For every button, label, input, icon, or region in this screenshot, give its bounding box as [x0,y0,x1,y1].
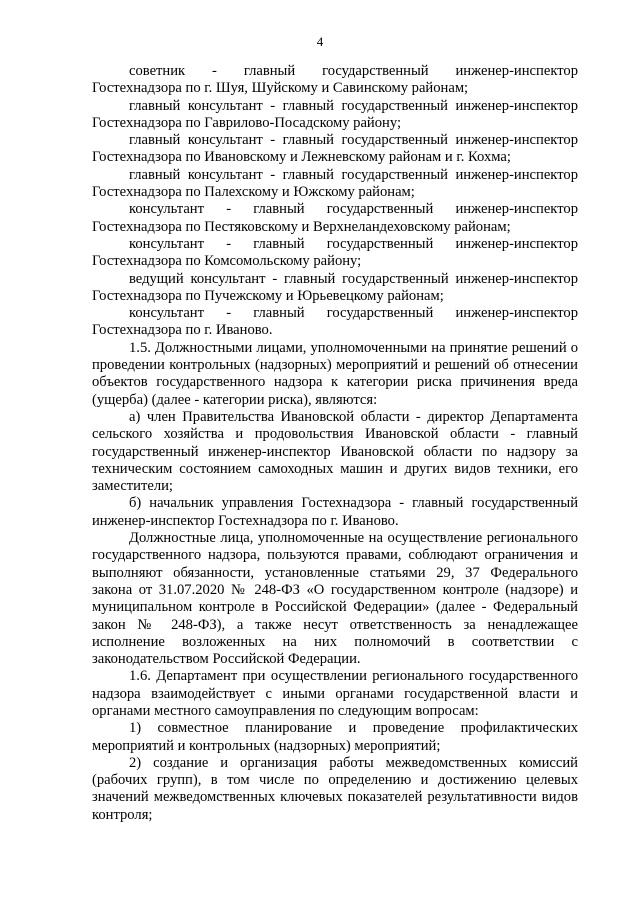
paragraph-section-1-6: 1.6. Департамент при осуществлении регионального государственного надзора взаимодействует с иными органами государственной власти и органами местного самоуправления по следующим вопросам: [92,668,578,719]
paragraph-sovetnik-shuya: советник - главный государственный инженер-инспектор Гостехнадзора по г. Шуя, Шуйскому и Савинскому районам; [92,63,578,97]
paragraph-gavrilovo-posad: главный консультант - главный государственный инженер-инспектор Гостехнадзора по Гаврилово-Посадскому району; [92,97,578,131]
paragraph-ivanovsky-lezhnevsky: главный консультант - главный государственный инженер-инспектор Гостехнадзора по Ивановскому и Лежневскому районам и г. Кохма; [92,132,578,166]
paragraph-palekh-yuzha: главный консультант - главный государственный инженер-инспектор Гостехнадзора по Палехскому и Южскому районам; [92,166,578,201]
paragraph-item-b: б) начальник управления Гостехнадзора - главный государственный инженер-инспектор Гостехнадзора по г. Иваново. [92,495,578,529]
paragraph-item-1: 1) совместное планирование и проведение профилактических мероприятий и контрольных (надзорных) мероприятий; [92,720,578,754]
paragraph-item-a: а) член Правительства Ивановской области - директор Департамента сельского хозяйства и продовольствия Ивановской области - главный государственный инженер-инспектор Ивановской области по надзору за техническим состоянием самоходных машин и других видов техники, его заместители; [92,408,578,495]
paragraph-officials-rights: Должностные лица, уполномоченные на осуществление регионального государственного надзора, пользуются правами, соблюдают ограничения и выполняют обязанности, установленные статьями 29, 37 Федерального закона от 31.07.2020 № 248-ФЗ «О государственном контроле (надзоре) и муниципальном контроле в Российской Федерации» (далее - Федеральный закон № 248-ФЗ), а также несут ответственность за ненадлежащее исполнение возложенных на них полномочий в соответствии с законодательством Российской Федерации. [92,530,578,668]
document-body [92,63,578,824]
page-number: 4 [316,34,324,49]
paragraph-komsomolsk: консультант - главный государственный инженер-инспектор Гостехнадзора по Комсомольскому району; [92,235,578,270]
paragraph-ivanovo-city: консультант - главный государственный инженер-инспектор Гостехнадзора по г. Иваново. [92,305,578,339]
paragraph-item-2: 2) создание и организация работы межведомственных комиссий (рабочих групп), в том числе по определению и достижению целевых значений межведомственных ключевых показателей результативности видов контроля; [92,754,578,823]
paragraph-section-1-5: 1.5. Должностными лицами, уполномоченными на принятие решений о проведении контрольных (надзорных) мероприятий и решений об отнесении объектов государственного надзора к категории риска причинения вреда (ущерба) (далее - категории риска), являются: [92,339,578,408]
paragraph-puchezh-yurievets: ведущий консультант - главный государственный инженер-инспектор Гостехнадзора по Пучежскому и Юрьевецкому районам; [92,270,578,304]
paragraph-pestyaki: консультант - главный государственный инженер-инспектор Гостехнадзора по Пестяковскому и Верхнеландеховскому районам; [92,201,578,235]
